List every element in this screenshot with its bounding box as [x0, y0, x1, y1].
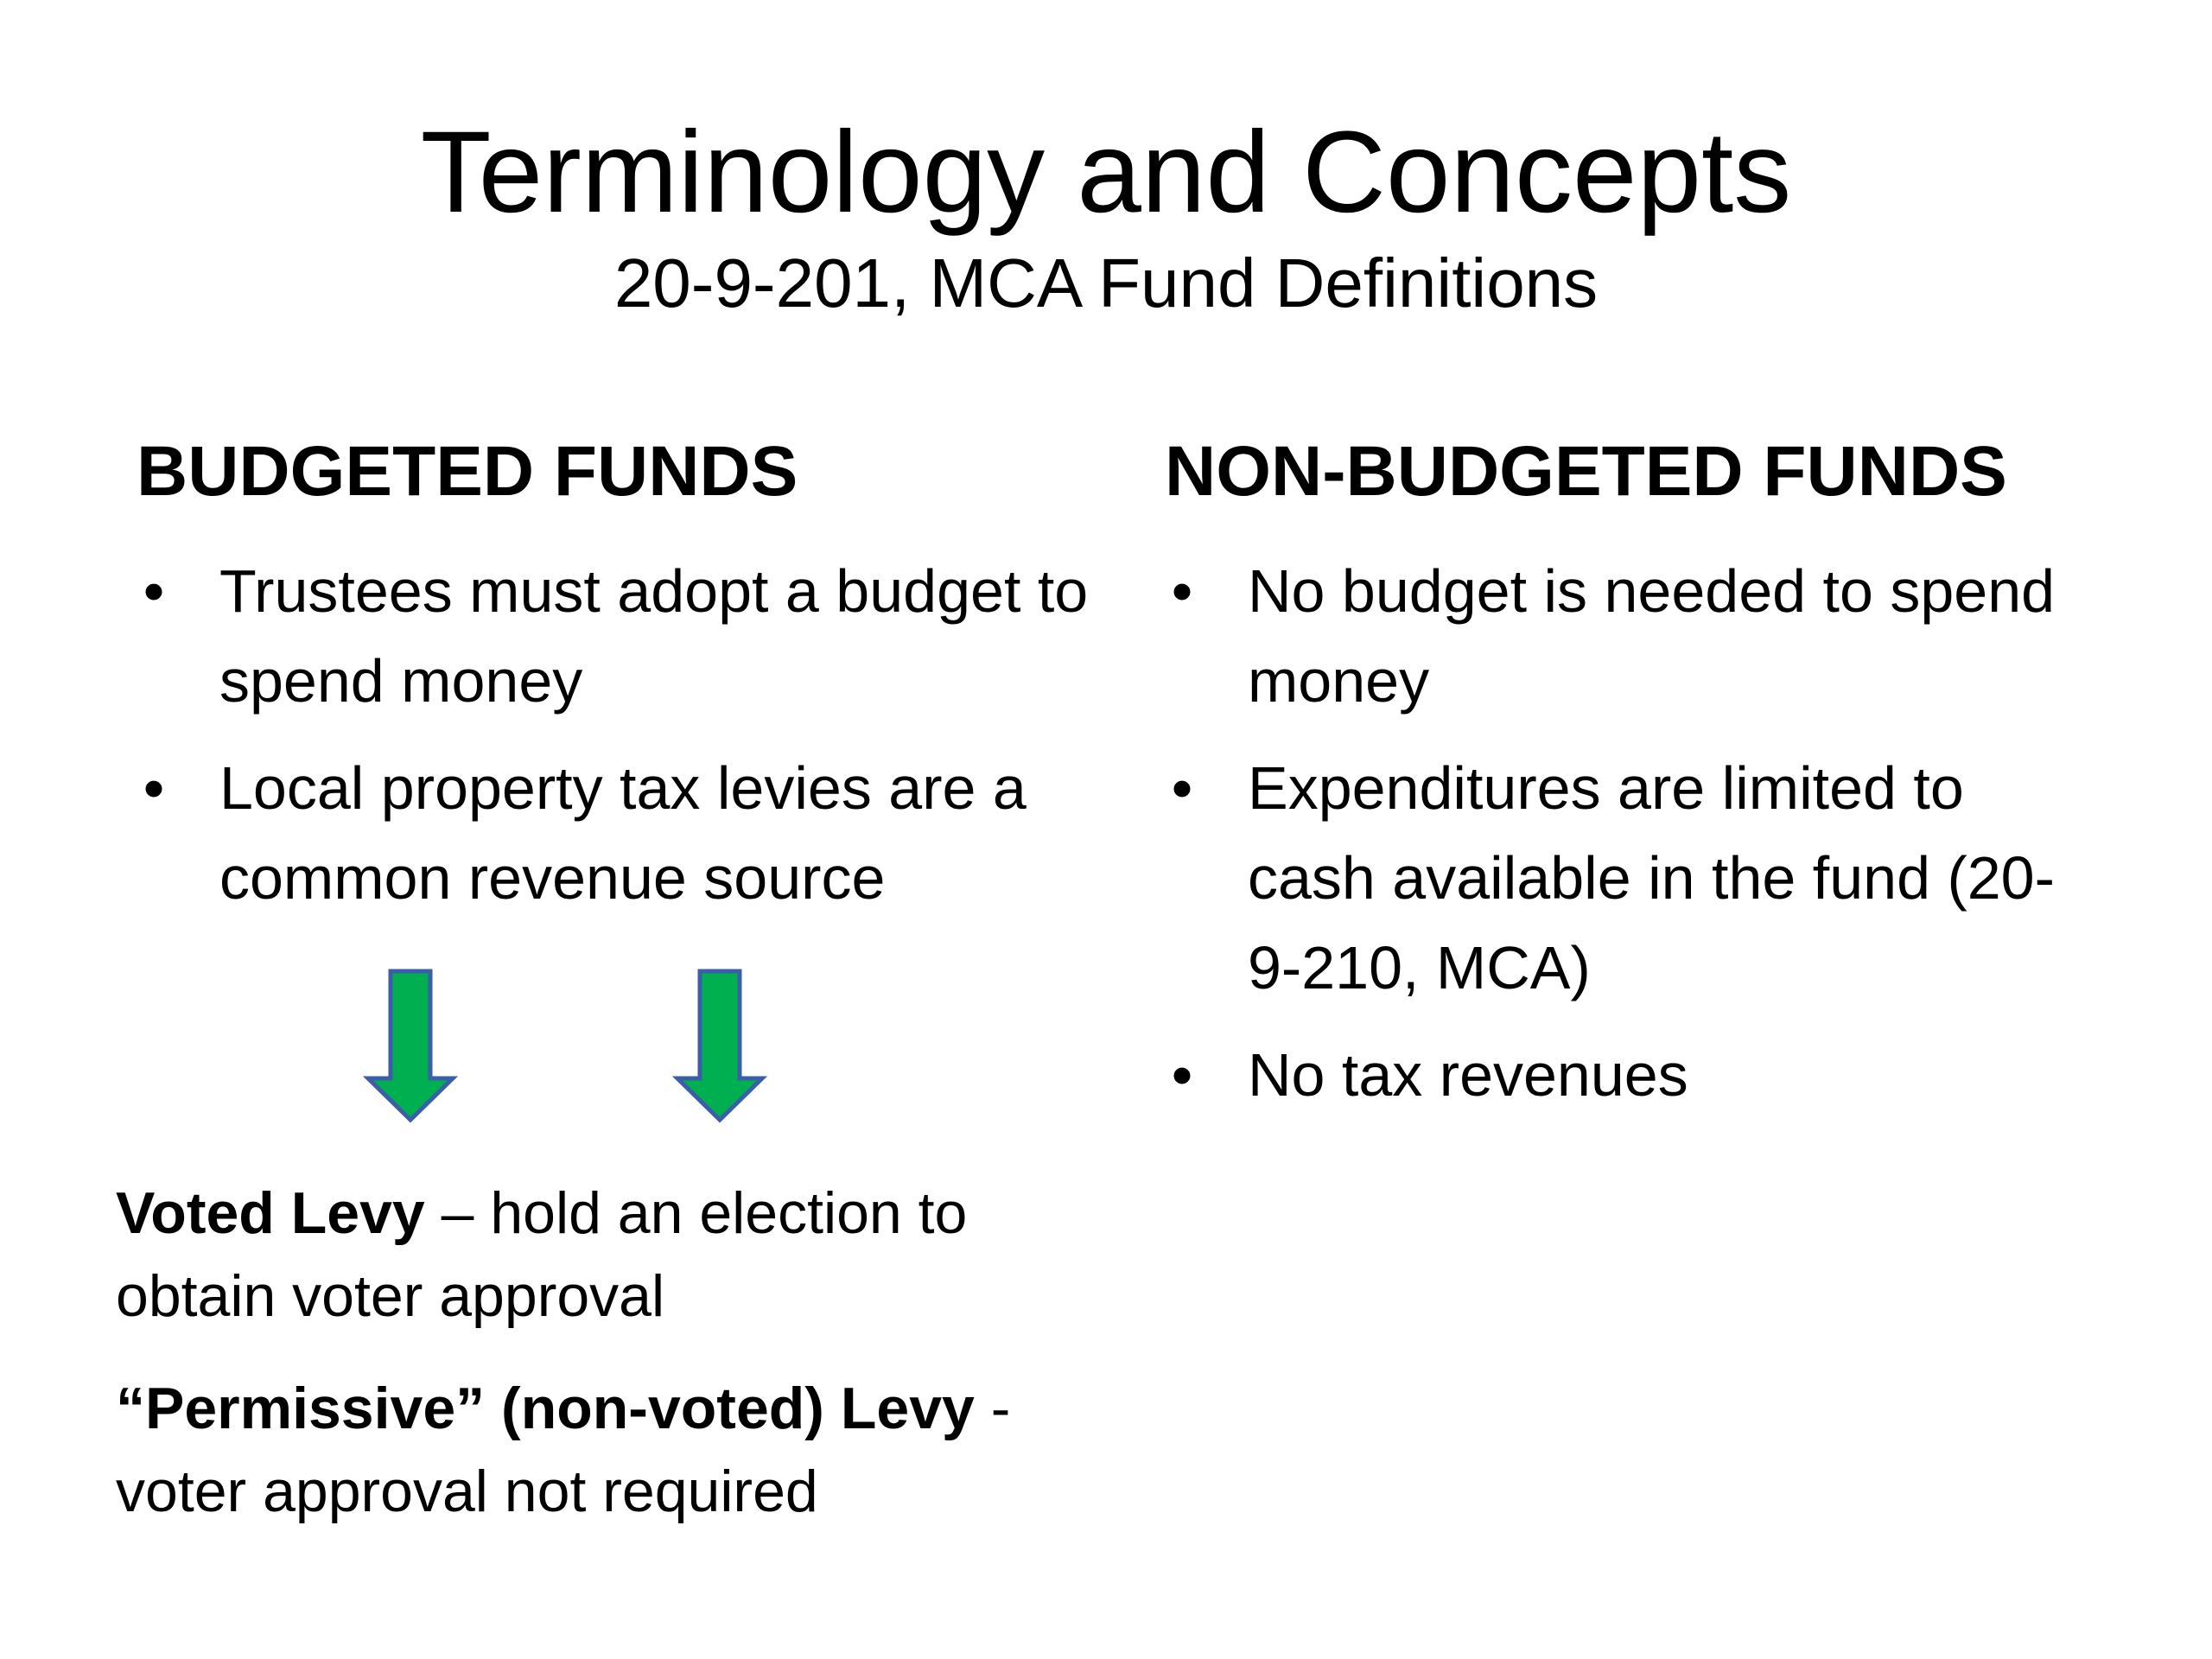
non-budgeted-funds-heading: NON-BUDGETED FUNDS: [1165, 432, 2007, 511]
non-budgeted-bullet-2: [1165, 743, 2089, 1013]
bullet-text: Local property tax levies are a common revenue source: [219, 754, 1027, 912]
permissive-levy-term: “Permissive” (non-voted) Levy: [116, 1376, 975, 1441]
bullet-text: Expenditures are limited to cash available in the fund (20-9-210, MCA): [1248, 754, 2055, 1001]
voted-levy-description: – hold an election to obtain voter approval: [116, 1180, 968, 1329]
non-budgeted-funds-bullet-list: [1165, 546, 2089, 1137]
non-budgeted-bullet-1: [1165, 546, 2089, 726]
voted-levy-definition: [116, 1172, 1084, 1338]
down-arrow-icon: [363, 968, 458, 1123]
bullet-marker: •: [143, 557, 165, 625]
budgeted-bullet-1: [137, 546, 1113, 726]
non-budgeted-bullet-3: [1165, 1030, 2089, 1120]
budgeted-funds-heading: BUDGETED FUNDS: [137, 432, 798, 511]
bullet-marker: •: [1171, 557, 1193, 625]
slide-title: Terminology and Concepts: [420, 108, 1792, 237]
slide-subtitle: 20-9-201, MCA Fund Definitions: [613, 245, 1599, 321]
bullet-marker: •: [1171, 754, 1193, 822]
budgeted-bullet-2: [137, 743, 1113, 923]
bullet-text: No tax revenues: [1248, 1041, 1688, 1109]
bullet-text: No budget is needed to spend money: [1248, 557, 2056, 715]
bullet-text: Trustees must adopt a budget to spend money: [219, 557, 1089, 715]
permissive-levy-definition: [116, 1367, 1084, 1533]
bullet-marker: •: [1171, 1041, 1193, 1109]
permissive-levy-description: - voter approval not required: [116, 1376, 1011, 1524]
budgeted-funds-bullet-list: [137, 546, 1113, 940]
bullet-marker: •: [143, 754, 165, 822]
down-arrow-icon: [672, 968, 767, 1123]
voted-levy-term: Voted Levy: [116, 1180, 425, 1246]
